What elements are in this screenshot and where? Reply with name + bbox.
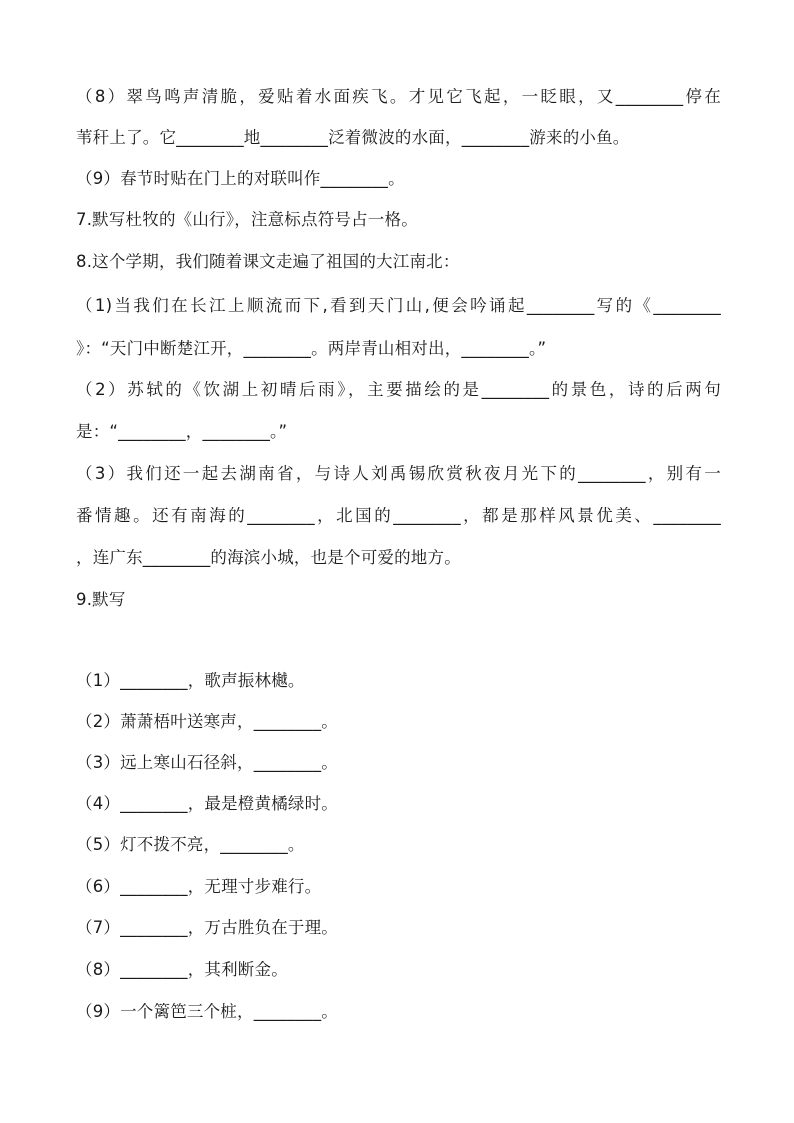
q6-item8-line1: （8）翠鸟鸣声清脆，爱贴着水面疾飞。才见它飞起，一眨眼，又________停在 bbox=[76, 87, 721, 106]
q8-item2-line1: （2）苏轼的《饮湖上初晴后雨》，主要描绘的是________的景色，诗的后两句 bbox=[76, 380, 721, 399]
q9-item6: （6）________，无理寸步难行。 bbox=[76, 877, 322, 896]
q8-item2-line2: 是：“________，________。” bbox=[76, 422, 288, 441]
q9-item8: （8）________，其利断金。 bbox=[76, 960, 288, 979]
q7-heading: 7.默写杜牧的《山行》，注意标点符号占一格。 bbox=[76, 210, 418, 229]
q9-item7: （7）________，万古胜负在于理。 bbox=[76, 918, 338, 937]
q9-item1: （1）________，歌声振林樾。 bbox=[76, 671, 305, 690]
q8-item3-line3: ，连广东________的海滨小城，也是个可爱的地方。 bbox=[76, 548, 461, 567]
q8-item1-line2: 》：“天门中断楚江开，________。两岸青山相对出，________。” bbox=[76, 339, 547, 358]
q9-heading: 9.默写 bbox=[76, 590, 126, 609]
q9-item9: （9）一个篱笆三个桩，________。 bbox=[76, 1002, 338, 1021]
q9-item3: （3）远上寒山石径斜，________。 bbox=[76, 753, 338, 772]
q8-item3-line2: 番情趣。还有南海的________，北国的________，都是那样风景优美、________ bbox=[76, 506, 721, 525]
q6-item8-line2: 苇秆上了。它________地________泛着微波的水面，________游来的小鱼。 bbox=[76, 128, 630, 147]
q8-item3-line1: （3）我们还一起去湖南省，与诗人刘禹锡欣赏秋夜月光下的________，别有一 bbox=[76, 464, 721, 483]
q8-item1-line1: （1)当我们在长江上顺流而下,看到天门山,便会吟诵起________写的《________ bbox=[76, 296, 721, 315]
q8-heading: 8.这个学期，我们随着课文走遍了祖国的大江南北： bbox=[76, 252, 460, 271]
q9-item5: （5）灯不拨不亮，________。 bbox=[76, 835, 305, 854]
q6-item9: （9）春节时贴在门上的对联叫作________。 bbox=[76, 169, 405, 188]
q9-item2: （2）萧萧梧叶送寒声，________。 bbox=[76, 712, 338, 731]
q9-item4: （4）________，最是橙黄橘绿时。 bbox=[76, 794, 338, 813]
